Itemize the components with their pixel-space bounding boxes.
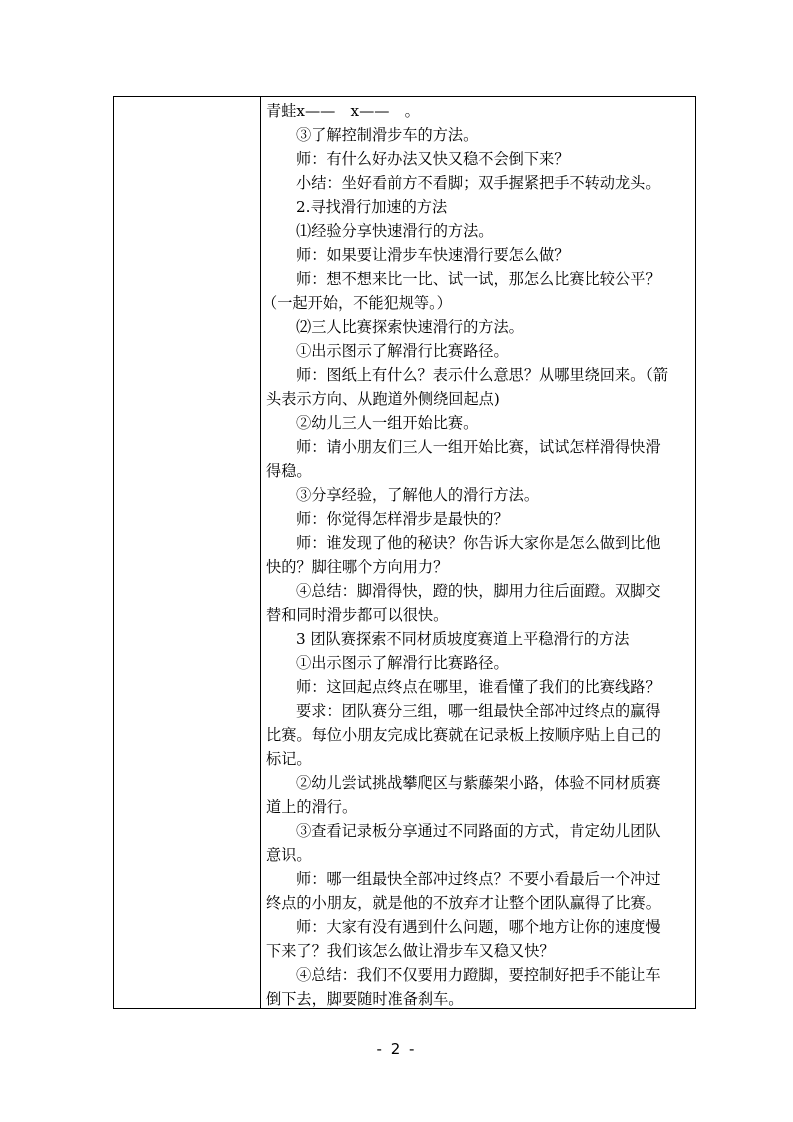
text-line: 比赛。每位小朋友完成比赛就在记录板上按顺序贴上自己的: [266, 726, 661, 744]
text-line: 意识。: [266, 846, 312, 864]
text-line: 青蛙x—— x—— 。: [266, 102, 420, 120]
page-number: - 2 -: [376, 1040, 417, 1058]
text-line: 师：哪一组最快全部冲过终点？不要小看最后一个冲过: [296, 870, 661, 888]
text-line: 师：图纸上有什么？表示什么意思？从哪里绕回来。（箭: [296, 366, 669, 384]
text-line: ②幼儿尝试挑战攀爬区与紫藤架小路，体验不同材质赛: [296, 774, 661, 792]
text-line: 小结：坐好看前方不看脚；双手握紧把手不转动龙头。: [296, 174, 661, 192]
text-line: ①出示图示了解滑行比赛路径。: [296, 342, 509, 360]
text-line: 下来了？我们该怎么做让滑步车又稳又快？: [266, 942, 555, 960]
text-line: 师：你觉得怎样滑步是最快的？: [296, 510, 509, 528]
text-line: 道上的滑行。: [266, 798, 358, 816]
text-line: 师：谁发现了他的秘诀？你告诉大家你是怎么做到比他: [296, 534, 661, 552]
text-line: ③分享经验，了解他人的滑行方法。: [296, 486, 539, 504]
text-line: 师：大家有没有遇到什么问题，哪个地方让你的速度慢: [296, 918, 661, 936]
text-line: 终点的小朋友，就是他的不放弃才让整个团队赢得了比赛。: [266, 894, 661, 912]
text-line: 快的？脚往哪个方向用力？: [266, 558, 449, 576]
text-line: ④总结：脚滑得快，蹬的快，脚用力往后面蹬。双脚交: [296, 582, 661, 600]
text-line: ⑴经验分享快速滑行的方法。: [296, 222, 494, 240]
text-line: 头表示方向、从跑道外侧绕回起点): [266, 390, 500, 408]
text-line: ③了解控制滑步车的方法。: [296, 126, 479, 144]
text-line: 师：有什么好办法又快又稳不会倒下来？: [296, 150, 570, 168]
text-line: ③查看记录板分享通过不同路面的方式，肯定幼儿团队: [296, 822, 661, 840]
text-line: 师：想不想来比一比、试一试，那怎么比赛比较公平？: [296, 270, 661, 288]
left-column-cell: [114, 97, 261, 1008]
text-line: ⑵三人比赛探索快速滑行的方法。: [296, 318, 524, 336]
content-cell: [261, 97, 695, 1008]
text-line: 3 团队赛探索不同材质坡度赛道上平稳滑行的方法: [296, 630, 630, 648]
text-line: ②幼儿三人一组开始比赛。: [296, 414, 479, 432]
text-line: ④总结：我们不仅要用力蹬脚，要控制好把手不能让车: [296, 966, 661, 984]
text-line: 得稳。: [266, 462, 312, 480]
text-line: 2.寻找滑行加速的方法: [296, 198, 448, 216]
text-line: （一起开始，不能犯规等。）: [262, 294, 452, 312]
text-line: 替和同时滑步都可以很快。: [266, 606, 449, 624]
text-line: 师：如果要让滑步车快速滑行要怎么做？: [296, 246, 570, 264]
text-line: 要求：团队赛分三组，哪一组最快全部冲过终点的赢得: [296, 702, 661, 720]
lesson-table: [113, 96, 696, 1009]
text-line: 师：这回起点终点在哪里，谁看懂了我们的比赛线路？: [296, 678, 661, 696]
text-line: 标记。: [266, 750, 312, 768]
text-line: ①出示图示了解滑行比赛路径。: [296, 654, 509, 672]
text-line: 师：请小朋友们三人一组开始比赛，试试怎样滑得快滑: [296, 438, 661, 456]
text-line: 倒下去，脚要随时准备刹车。: [266, 990, 464, 1008]
